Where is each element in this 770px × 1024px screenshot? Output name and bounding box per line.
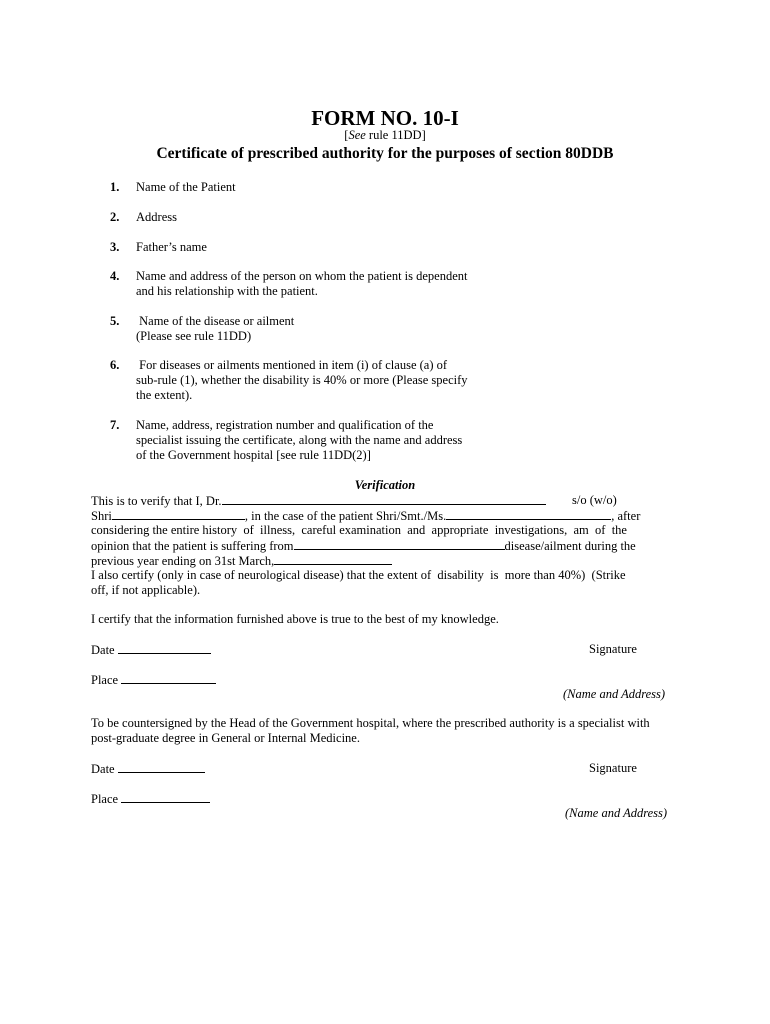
- item-6-line-1: For diseases or ailments mentioned in item (i) of clause (a) of: [136, 358, 448, 372]
- item-4-line-1: Name and address of the person on whom the patient is dependent: [136, 269, 468, 283]
- item-1-number: 1.: [110, 180, 120, 194]
- item-3-number: 3.: [110, 240, 120, 254]
- item-6-line-2: sub-rule (1), whether the disability is 40% or more (Please specify: [136, 373, 468, 387]
- date-label-1: Date: [91, 643, 115, 657]
- item-2-text: Address: [136, 210, 177, 224]
- item-2-number: 2.: [110, 210, 120, 224]
- disease-label: disease/ailment during the: [504, 539, 636, 553]
- item-4-number: 4.: [110, 269, 120, 283]
- place-blank-1: [121, 672, 216, 684]
- verify-doctor-label: This is to verify that I, Dr.: [91, 494, 222, 508]
- item-6-number: 6.: [110, 358, 120, 372]
- countersign-line-2: post-graduate degree in General or Internal Medicine.: [91, 731, 360, 745]
- name-address-label-2: (Name and Address): [565, 806, 668, 820]
- place-field-2: [91, 791, 210, 807]
- patient-name-blank: [446, 508, 611, 520]
- place-blank-2: [121, 791, 210, 803]
- relation-label: s/o (w/o): [572, 493, 617, 507]
- signature-label-1: Signature: [589, 642, 637, 656]
- verify-line-3: considering the entire history of illness, careful examination and appropriate investigations, am of the: [91, 523, 627, 537]
- item-5-number: 5.: [110, 314, 120, 328]
- place-label-2: Place: [91, 792, 119, 806]
- year-blank: [274, 553, 392, 565]
- verify-line-2: [91, 508, 640, 524]
- verify-line-7: off, if not applicable).: [91, 583, 201, 597]
- suffering-label: opinion that the patient is suffering from: [91, 539, 294, 553]
- item-5-line-1: Name of the disease or ailment: [136, 314, 295, 328]
- item-3-text: Father’s name: [136, 240, 207, 254]
- item-5-line-2: (Please see rule 11DD): [136, 329, 252, 343]
- item-7-line-1: Name, address, registration number and qualification of the: [136, 418, 434, 432]
- item-1-text: Name of the Patient: [136, 180, 236, 194]
- patient-label: , in the case of the patient Shri/Smt./Ms.: [244, 509, 447, 523]
- rule-text: rule 11DD]: [365, 128, 426, 142]
- form-title: FORM NO. 10-I: [311, 106, 459, 130]
- form-subtitle: Certificate of prescribed authority for the purposes of section 80DDB: [156, 145, 614, 162]
- name-address-label-1: (Name and Address): [563, 687, 666, 701]
- verification-heading: Verification: [354, 478, 416, 492]
- rule-reference: [0, 128, 770, 143]
- certify-statement: I certify that the information furnished above is true to the best of my knowledge.: [91, 612, 499, 626]
- date-field-1: [91, 642, 211, 658]
- verify-line-5: [91, 553, 392, 569]
- date-blank-2: [118, 761, 205, 773]
- place-field-1: [91, 672, 216, 688]
- verify-line-1: [91, 493, 546, 509]
- signature-label-2: Signature: [589, 761, 637, 775]
- item-7-number: 7.: [110, 418, 120, 432]
- item-6-line-3: the extent).: [136, 388, 193, 402]
- item-7-line-3: of the Government hospital [see rule 11DD(2)]: [136, 448, 371, 462]
- rule-open-bracket: [: [344, 128, 349, 142]
- item-4-line-2: and his relationship with the patient.: [136, 284, 318, 298]
- date-field-2: [91, 761, 205, 777]
- after-text: , after: [611, 509, 641, 523]
- disease-blank: [294, 538, 505, 550]
- date-blank-1: [118, 642, 211, 654]
- doctor-name-blank: [222, 493, 546, 505]
- rule-see-text: See: [348, 128, 366, 142]
- item-7-line-2: specialist issuing the certificate, along with the name and address: [136, 433, 463, 447]
- verify-line-6: I also certify (only in case of neurological disease) that the extent of disability is more than 40%) (Strike: [91, 568, 626, 582]
- place-label-1: Place: [91, 673, 119, 687]
- year-ending-label: previous year ending on 31st March,: [91, 554, 275, 568]
- countersign-line-1: To be countersigned by the Head of the Government hospital, where the prescribed authority is a specialist with: [91, 716, 650, 730]
- date-label-2: Date: [91, 762, 115, 776]
- parent-name-blank: [112, 508, 245, 520]
- shri-label: Shri: [91, 509, 112, 523]
- verify-line-4: [91, 538, 636, 554]
